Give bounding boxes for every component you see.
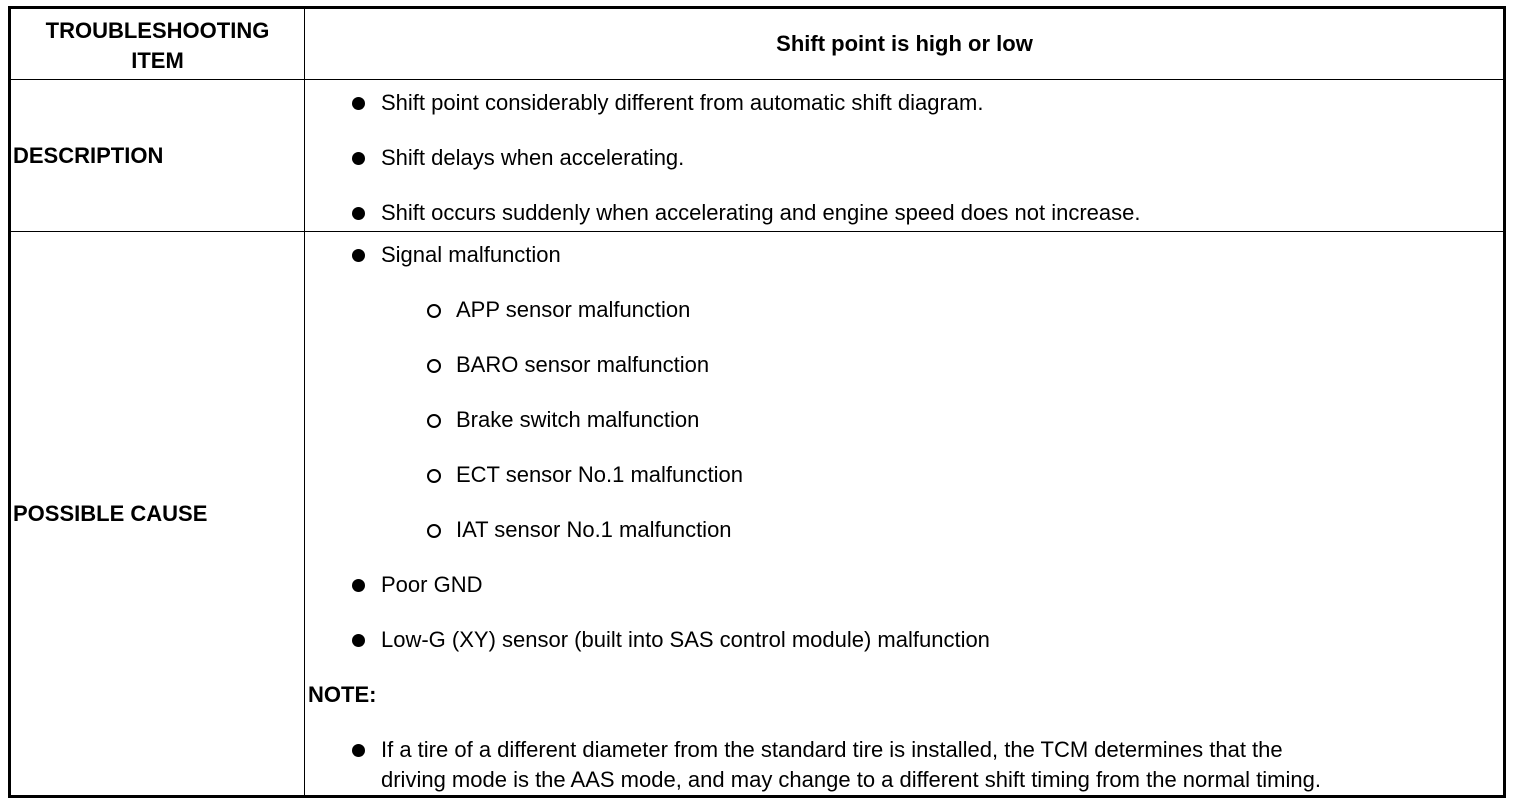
- bullet-ring-icon: [427, 524, 441, 538]
- possible-cause-label-cell: [11, 232, 304, 795]
- description-row: [11, 80, 1503, 232]
- header-row: [11, 9, 1503, 80]
- possible-cause-content: [306, 232, 1503, 795]
- header-title-cell: [306, 9, 1503, 79]
- troubleshooting-title: Shift point is high or low: [776, 31, 1033, 56]
- description-item: Shift point considerably different from automatic shift diagram.: [381, 90, 984, 115]
- cause-item: Poor GND: [381, 572, 483, 597]
- cause-item: Signal malfunction: [381, 242, 561, 267]
- column-divider: [304, 80, 305, 231]
- column-divider: [304, 232, 305, 795]
- bullet-dot-icon: [352, 152, 365, 165]
- description-item: Shift occurs suddenly when accelerating and engine speed does not increase.: [381, 200, 1141, 225]
- description-content: [306, 80, 1503, 231]
- note-line: driving mode is the AAS mode, and may change to a different shift timing from the normal timing.: [381, 767, 1321, 792]
- bullet-dot-icon: [352, 744, 365, 757]
- cause-item: Low-G (XY) sensor (built into SAS control module) malfunction: [381, 627, 990, 652]
- bullet-ring-icon: [427, 304, 441, 318]
- description-item: Shift delays when accelerating.: [381, 145, 685, 170]
- note-line: If a tire of a different diameter from the standard tire is installed, the TCM determines that the: [381, 737, 1283, 762]
- cause-sub-item: APP sensor malfunction: [456, 297, 691, 322]
- cause-sub-item: IAT sensor No.1 malfunction: [456, 517, 732, 542]
- troubleshooting-table: [8, 6, 1506, 798]
- cause-sub-item: ECT sensor No.1 malfunction: [456, 462, 743, 487]
- bullet-dot-icon: [352, 207, 365, 220]
- column-divider: [304, 9, 305, 79]
- possible-cause-row: [11, 232, 1503, 795]
- possible-cause-label: POSSIBLE CAUSE: [13, 500, 208, 526]
- bullet-ring-icon: [427, 359, 441, 373]
- bullet-ring-icon: [427, 469, 441, 483]
- bullet-ring-icon: [427, 414, 441, 428]
- header-label-cell: [11, 9, 304, 79]
- bullet-dot-icon: [352, 97, 365, 110]
- note-label: NOTE:: [308, 682, 377, 707]
- bullet-dot-icon: [352, 249, 365, 262]
- description-label-cell: [11, 80, 304, 231]
- description-label: DESCRIPTION: [13, 142, 164, 168]
- bullet-dot-icon: [352, 634, 365, 647]
- cause-sub-item: BARO sensor malfunction: [456, 352, 710, 377]
- bullet-dot-icon: [352, 579, 365, 592]
- cause-sub-item: Brake switch malfunction: [456, 407, 700, 432]
- troubleshooting-item-label: TROUBLESHOOTING ITEM: [45, 18, 270, 73]
